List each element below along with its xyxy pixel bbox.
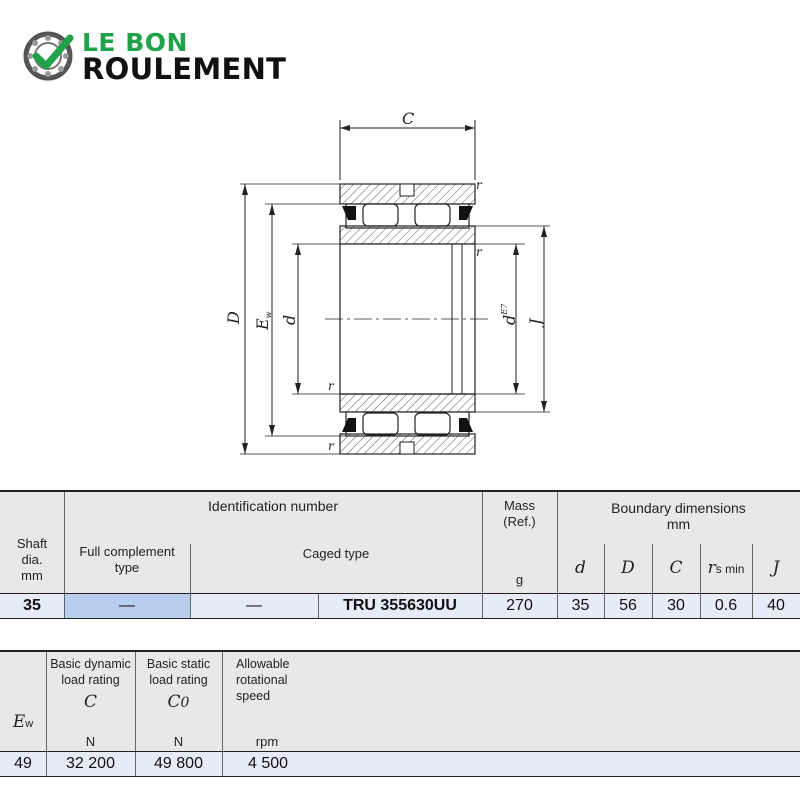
speed-unit: rpm [255, 734, 279, 749]
col-J-header: J [772, 558, 780, 578]
dim-label-r: r [328, 439, 334, 453]
speed-header: Allowable rotational speed [236, 657, 290, 703]
brand-logo [22, 26, 302, 84]
brand-line1: LE BON [82, 28, 188, 57]
bearing-cross-section-drawing [200, 100, 600, 470]
boundary-dimensions-header: Boundary dimensions mm [611, 500, 746, 532]
bearing-check-icon [22, 28, 76, 82]
brand-line2: ROULEMENT [82, 52, 287, 86]
dim-label-dE7: $d^{E7}$ [500, 303, 519, 325]
full-complement-header: Full complement type [79, 544, 175, 575]
identification-table-header [0, 490, 800, 593]
mass-value: 270 [506, 597, 533, 614]
dim-label-r: r [328, 379, 334, 393]
mass-header: Mass (Ref.) [503, 498, 536, 529]
D-value: 56 [619, 597, 637, 614]
dim-label-D: D [224, 311, 243, 324]
dim-label-r: r [476, 245, 482, 259]
dim-label-Ew: Ew [253, 311, 273, 330]
dynamic-rating-value: 32 200 [66, 755, 115, 772]
col-d-header: d [575, 558, 586, 578]
load-rating-table-header [0, 650, 800, 751]
dim-label-r: r [476, 178, 482, 192]
dynamic-rating-header: Basic dynamic load rating [50, 657, 131, 687]
full-complement-value: — [119, 597, 135, 614]
rs-value: 0.6 [714, 597, 738, 614]
C-value: 30 [667, 597, 685, 614]
caged-type-value-1: — [246, 597, 262, 614]
static-rating-unit: N [173, 734, 184, 749]
load-rating-table [0, 650, 800, 780]
static-rating-symbol: C0 [167, 692, 190, 712]
ew-value: 49 [14, 755, 32, 772]
static-rating-header: Basic static load rating [146, 657, 211, 687]
col-C-header: C [669, 558, 683, 578]
J-value: 40 [767, 597, 785, 614]
shaft-header: Shaft dia. mm [16, 536, 48, 583]
caged-type-header: Caged type [302, 546, 370, 561]
caged-type-value-2[interactable]: TRU 355630UU [343, 597, 457, 614]
dynamic-rating-symbol: C [83, 692, 97, 712]
shaft-value: 35 [23, 597, 41, 614]
dim-label-C: C [402, 109, 415, 128]
mass-unit: g [515, 572, 524, 587]
table-row [0, 593, 800, 619]
identification-header: Identification number [208, 498, 338, 514]
dim-label-J: J [526, 318, 545, 325]
col-rs-header: rs min [707, 558, 745, 578]
col-D-header: D [621, 558, 635, 578]
speed-value: 4 500 [247, 755, 289, 772]
d-value: 35 [571, 597, 590, 614]
static-rating-value: 49 800 [154, 755, 203, 772]
ew-header: Ew [12, 712, 34, 732]
dynamic-rating-unit: N [85, 734, 96, 749]
table-row [0, 751, 800, 777]
dim-label-d: d [280, 314, 299, 325]
identification-table [0, 490, 800, 620]
